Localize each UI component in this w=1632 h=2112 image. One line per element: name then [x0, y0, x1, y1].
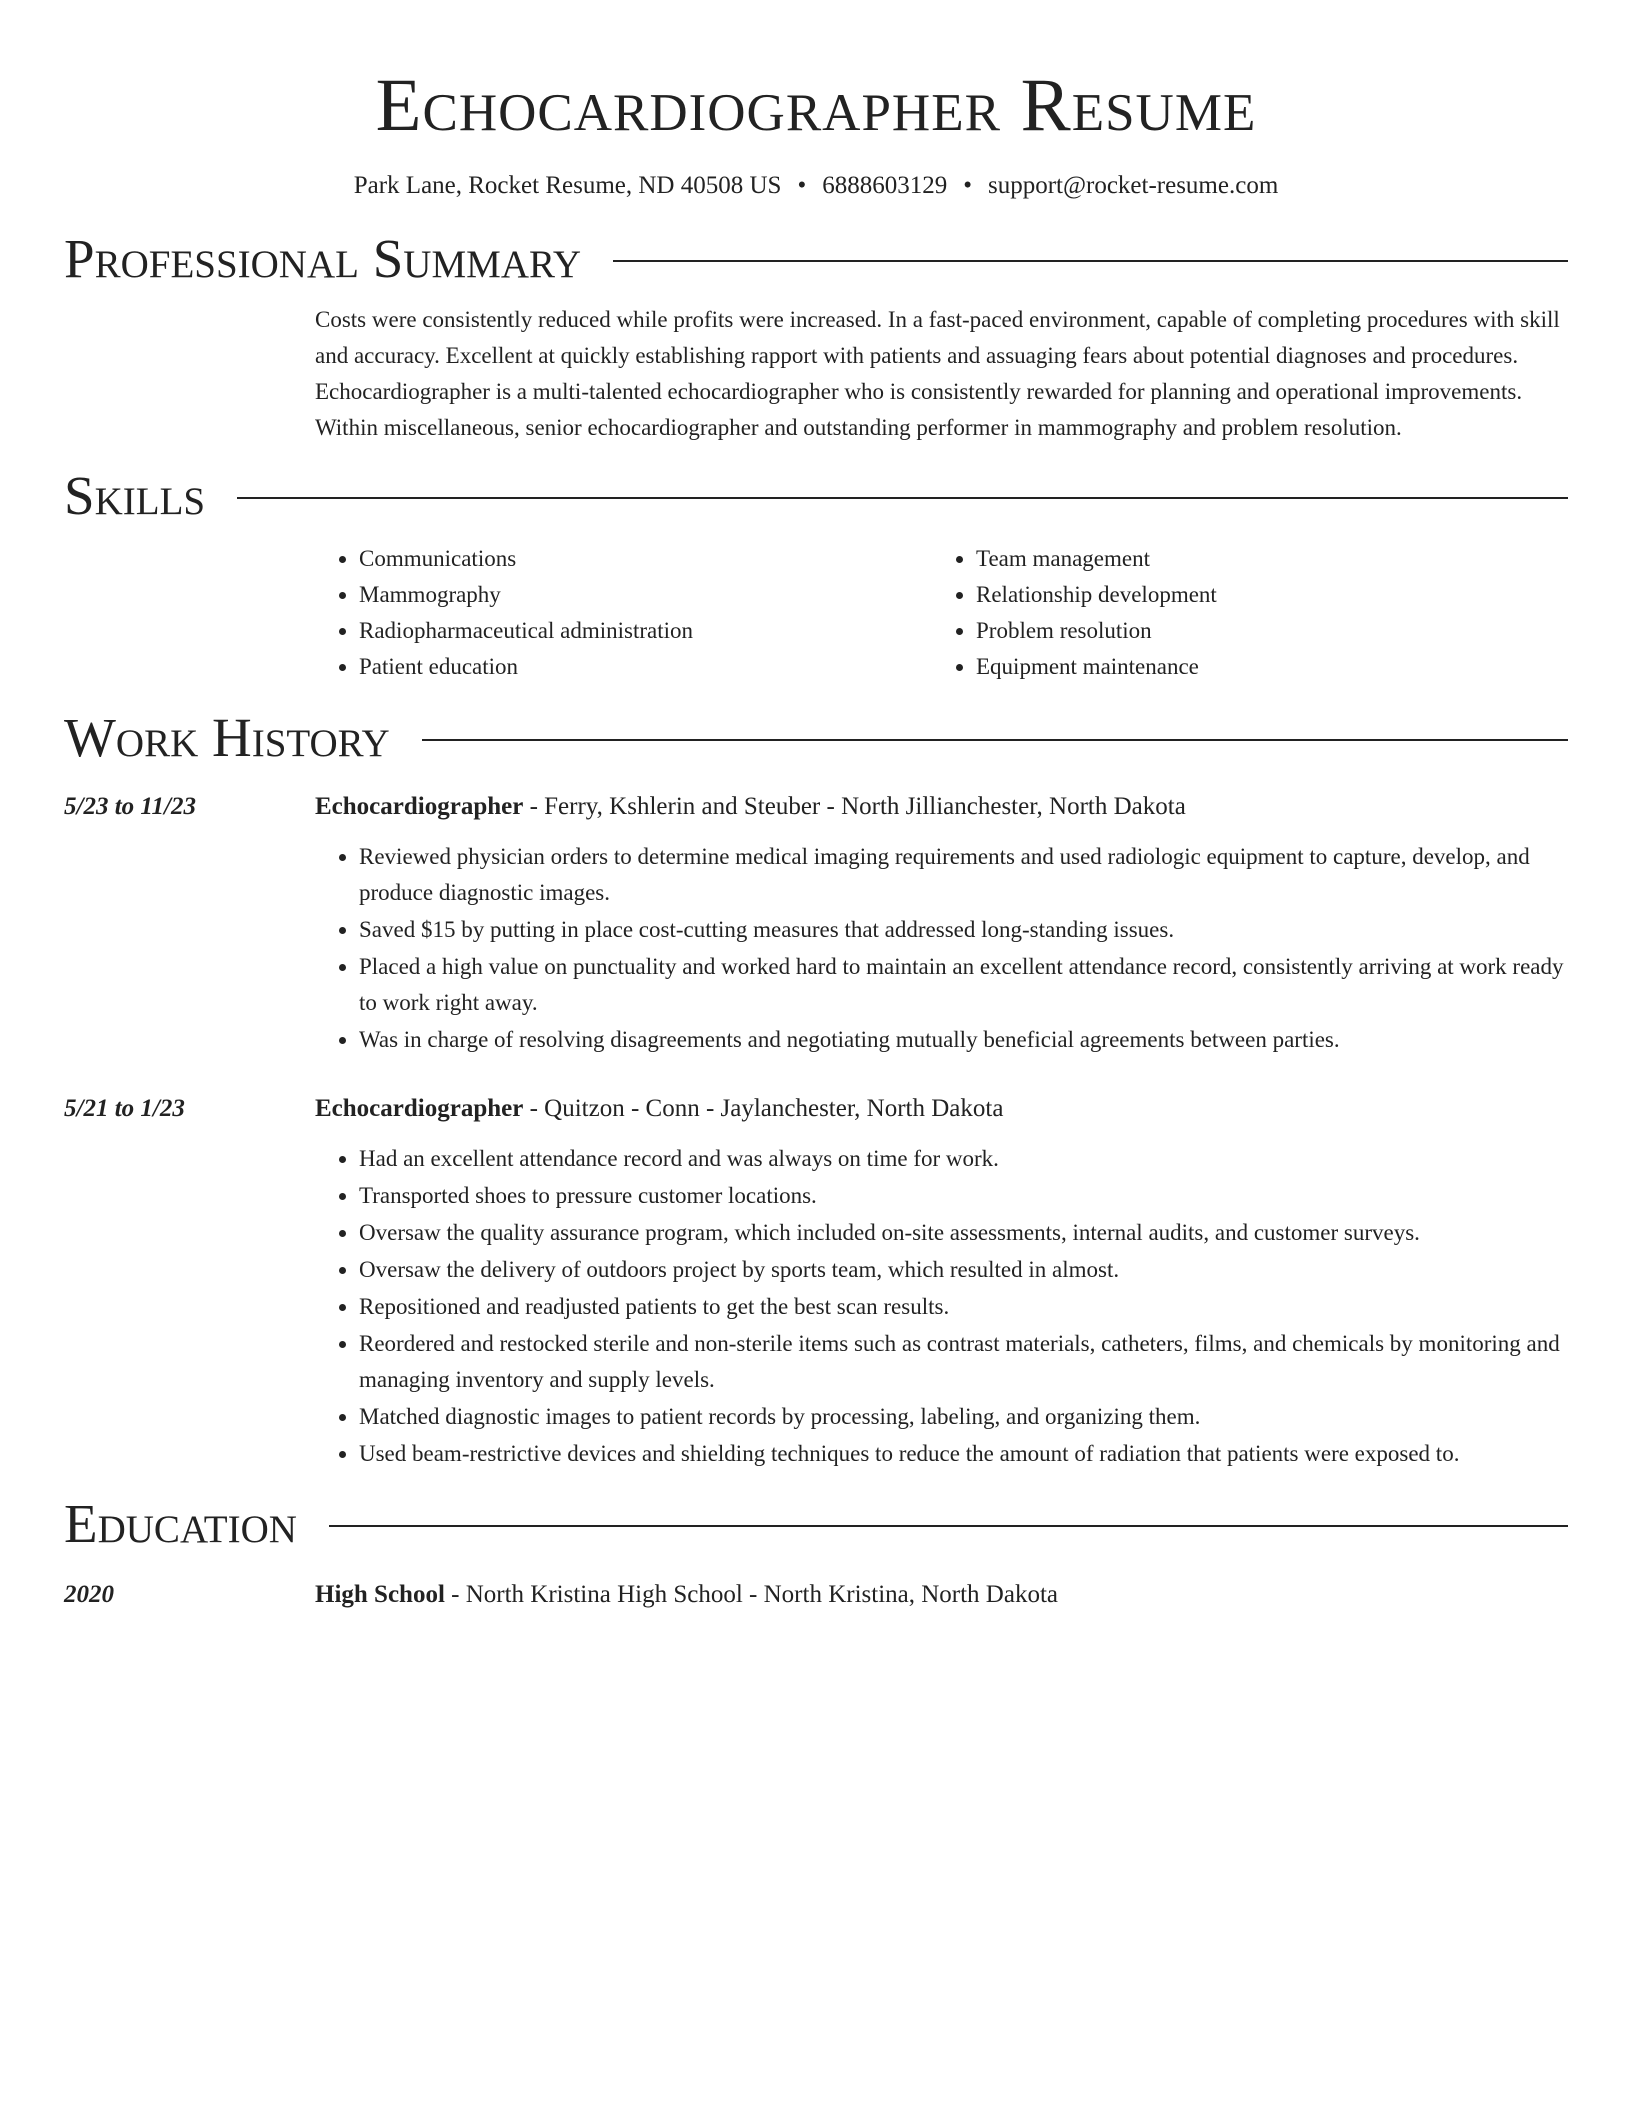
contact-email: support@rocket-resume.com	[987, 172, 1279, 199]
skill-item: • Problem resolution	[976, 613, 1549, 649]
summary-body	[315, 302, 1568, 446]
education-section-header	[64, 1491, 1568, 1557]
skill-item: • Team management	[976, 541, 1549, 577]
skill-item: • Patient education	[359, 649, 932, 685]
education-school: - North Kristina High School - North Kristina, North Dakota	[444, 1581, 1059, 1608]
skill-item: • Communications	[359, 541, 932, 577]
job-bullet: • Reordered and restocked sterile and non-sterile items such as contrast materials, catheters, films, and chemicals by monitoring and managing inventory and supply levels.	[359, 1326, 1568, 1398]
section-divider	[237, 497, 1568, 499]
job-bullet: • Transported shoes to pressure customer locations.	[359, 1178, 1568, 1214]
job-bullet: • Reviewed physician orders to determine medical imaging requirements and used radiologic equipment to capture, develop, and produce diagnostic images.	[359, 839, 1568, 911]
job-dates: 5/21 to 1/23	[64, 1095, 185, 1122]
job-title: Echocardiographer	[315, 1095, 524, 1122]
skills-heading: Skills	[64, 465, 206, 526]
skills-list	[315, 541, 1568, 685]
job-heading	[315, 1091, 1568, 1127]
job-bullet: • Saved $15 by putting in place cost-cutting measures that addressed long-standing issues.	[359, 912, 1568, 948]
resume-page	[64, 0, 1568, 1613]
job-bullet: • Used beam-restrictive devices and shielding techniques to reduce the amount of radiation that patients were exposed to.	[359, 1436, 1568, 1472]
summary-text: Costs were consistently reduced while profits were increased. In a fast-paced environment, capable of completing procedures with skill and accuracy. Excellent at quickly establishing rapport with patients and assuaging fears about potential diagnoses and procedures. Echocardiographer is a multi-talented echocardiographer who is consistently rewarded for planning and operational improvements. Within miscellaneous, senior echocardiographer and outstanding performer in mammography and problem resolution.	[315, 307, 1560, 440]
section-divider	[329, 1525, 1568, 1527]
job-heading	[315, 789, 1568, 825]
section-divider	[613, 260, 1568, 262]
job-details	[315, 789, 1568, 1059]
job-bullet: • Was in charge of resolving disagreements and negotiating mutually beneficial agreements between parties.	[359, 1022, 1568, 1058]
job-bullet: • Placed a high value on punctuality and worked hard to maintain an excellent attendance record, consistently arriving at work ready to work right away.	[359, 949, 1568, 1021]
job-bullet: • Had an excellent attendance record and was always on time for work.	[359, 1141, 1568, 1177]
contact-line	[64, 168, 1568, 204]
skill-item: • Mammography	[359, 577, 932, 613]
skills-section-header	[64, 463, 1568, 529]
job-bullet: • Matched diagnostic images to patient records by processing, labeling, and organizing them.	[359, 1399, 1568, 1435]
education-entry	[64, 1577, 1568, 1613]
education-degree: High School	[315, 1581, 445, 1608]
skills-column-left	[315, 541, 932, 685]
skill-item: • Relationship development	[976, 577, 1549, 613]
education-heading: Education	[64, 1493, 297, 1554]
contact-separator: •	[797, 172, 807, 199]
work-section-header	[64, 705, 1568, 771]
contact-phone: 6888603129	[822, 172, 948, 199]
job-entry	[64, 1091, 1568, 1473]
summary-section-header	[64, 226, 1568, 292]
skill-item: • Equipment maintenance	[976, 649, 1549, 685]
education-year: 2020	[64, 1581, 114, 1608]
job-dates: 5/23 to 11/23	[64, 793, 196, 820]
job-bullets	[315, 1141, 1568, 1472]
contact-separator: •	[963, 172, 972, 199]
skill-item: • Radiopharmaceutical administration	[359, 613, 932, 649]
contact-address: Park Lane, Rocket Resume, ND 40508 US	[353, 172, 782, 199]
summary-heading: Professional Summary	[64, 228, 582, 289]
job-employer: - Quitzon - Conn - Jaylanchester, North Dakota	[523, 1095, 1004, 1122]
job-entry	[64, 789, 1568, 1059]
job-bullets	[315, 839, 1568, 1058]
job-details	[315, 1091, 1568, 1473]
resume-title: Echocardiographer Resume	[375, 64, 1257, 147]
job-title: Echocardiographer	[315, 793, 524, 820]
education-details	[315, 1577, 1568, 1613]
education-heading-line	[315, 1577, 1568, 1613]
job-employer: - Ferry, Kshlerin and Steuber - North Jillianchester, North Dakota	[523, 793, 1186, 820]
job-bullet: • Oversaw the quality assurance program, which included on-site assessments, internal audits, and customer surveys.	[359, 1215, 1568, 1251]
job-bullet: • Oversaw the delivery of outdoors project by sports team, which resulted in almost.	[359, 1252, 1568, 1288]
job-bullet: • Repositioned and readjusted patients to get the best scan results.	[359, 1289, 1568, 1325]
work-heading: Work History	[64, 707, 390, 768]
section-divider	[422, 739, 1568, 741]
skills-column-right	[932, 541, 1549, 685]
